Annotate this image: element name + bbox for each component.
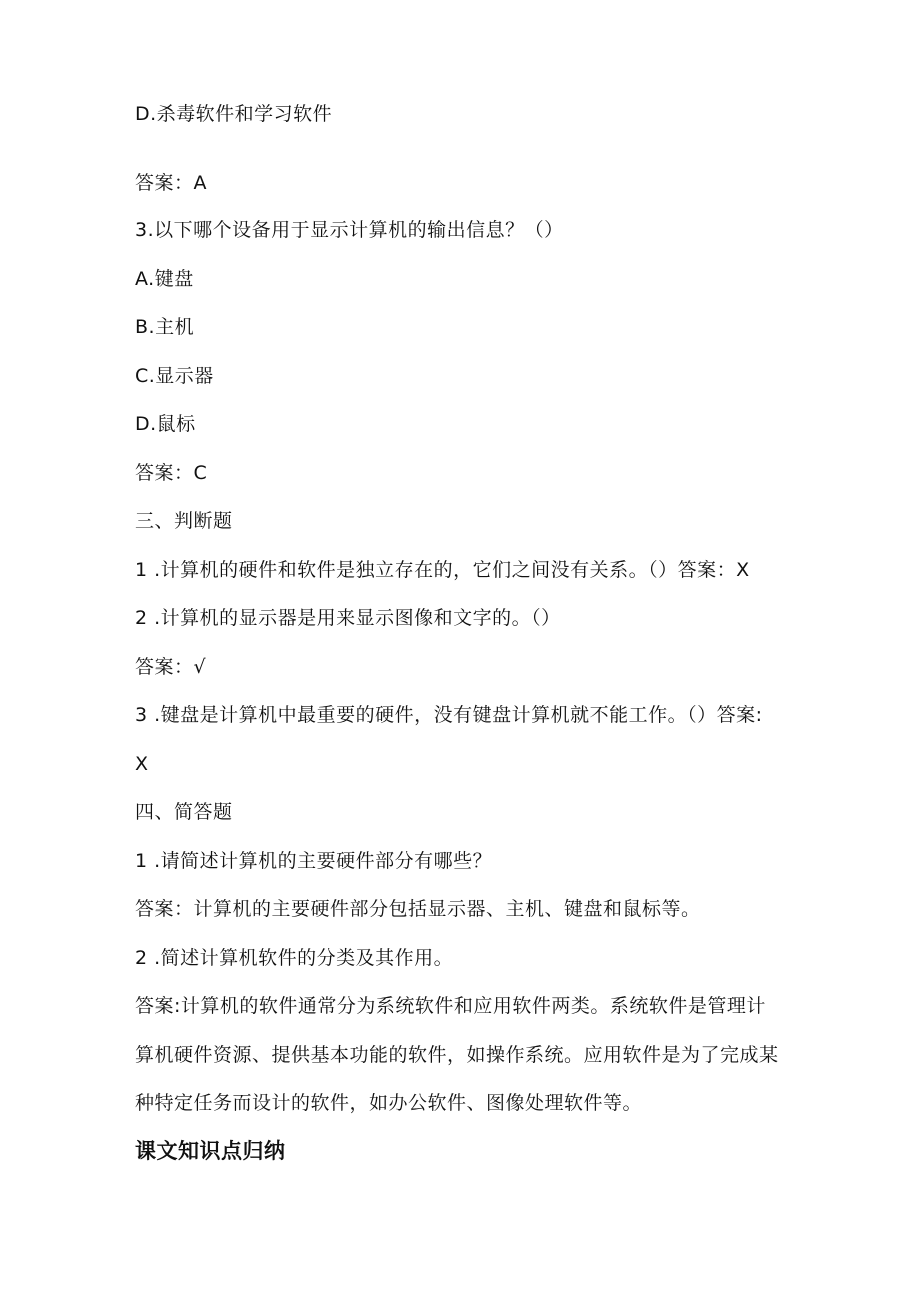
tf-answer-3: X [135,753,149,775]
section-true-false: 三、判断题 [135,510,233,532]
question-3: 3.以下哪个设备用于显示计算机的输出信息？（） [135,219,564,241]
tf-question-1: 1 .计算机的硬件和软件是独立存在的，它们之间没有关系。（）答案：X [135,559,750,581]
section-short-answer: 四、简答题 [135,801,233,823]
sa-question-2: 2 .简述计算机软件的分类及其作用。 [135,947,454,969]
section-title-knowledge-summary: 课文知识点归纳 [135,1139,286,1163]
sa-answer-2-line-2: 算机硬件资源、提供基本功能的软件，如操作系统。应用软件是为了完成某 [135,1044,779,1066]
option-b-q3: B.主机 [135,316,195,338]
sa-answer-1: 答案：计算机的主要硬件部分包括显示器、主机、键盘和鼠标等。 [135,898,701,920]
sa-question-1: 1 .请简述计算机的主要硬件部分有哪些？ [135,850,493,872]
option-c-q3: C.显示器 [135,365,214,387]
answer-q2: 答案：A [135,172,207,194]
tf-answer-2: 答案：√ [135,656,207,678]
tf-question-3: 3 .键盘是计算机中最重要的硬件，没有键盘计算机就不能工作。（）答案: [135,704,763,726]
sa-answer-2-line-3: 种特定任务而设计的软件，如办公软件、图像处理软件等。 [135,1092,643,1114]
answer-q3: 答案：C [135,462,208,484]
tf-question-2: 2 .计算机的显示器是用来显示图像和文字的。（） [135,607,561,629]
option-d-q2: D.杀毒软件和学习软件 [135,103,333,125]
option-a-q3: A.键盘 [135,268,194,290]
option-d-q3: D.鼠标 [135,413,196,435]
sa-answer-2-line-1: 答案:计算机的软件通常分为系统软件和应用软件两类。系统软件是管理计 [135,995,766,1017]
